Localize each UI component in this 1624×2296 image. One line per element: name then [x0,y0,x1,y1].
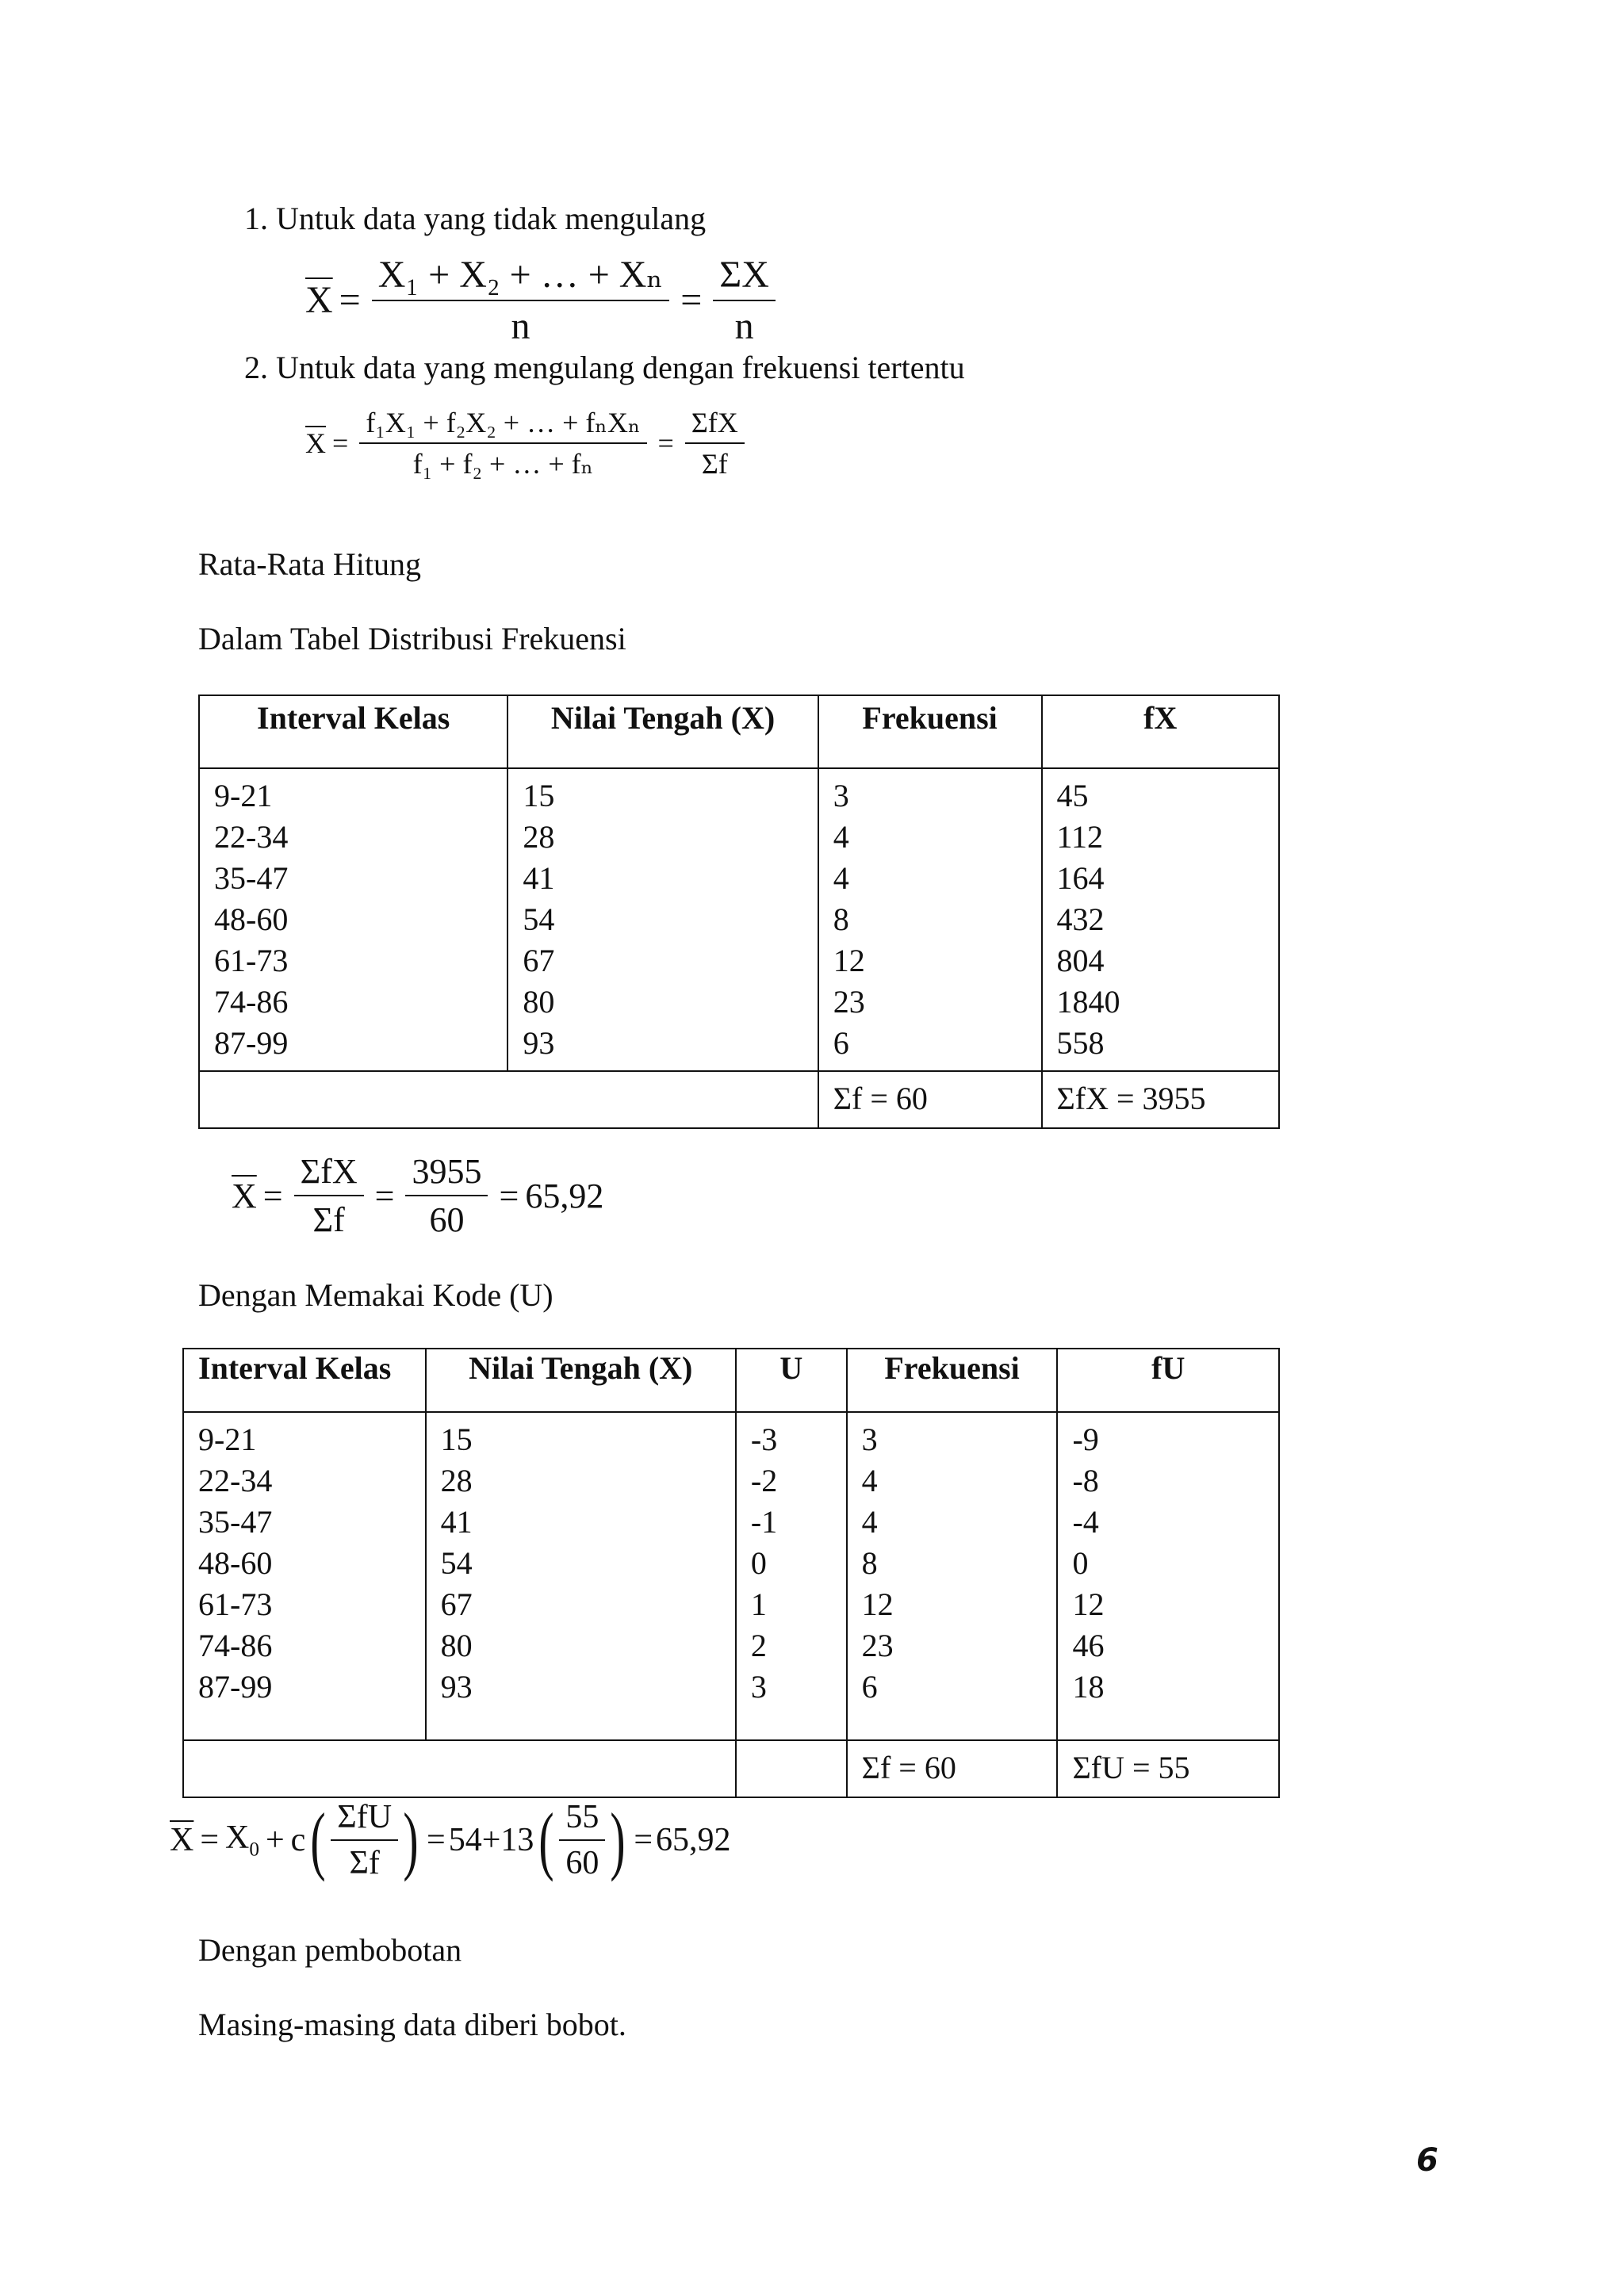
cell: 22-34 [198,1463,273,1498]
cell: 15 [440,1422,473,1457]
cell: 54 [440,1545,473,1581]
cell: 54 [523,901,555,937]
cell: 6 [861,1669,878,1705]
col-fu [1057,1412,1279,1740]
table-data [199,768,1279,1071]
section-dalam-tabel: Dalam Tabel Distribusi Frekuensi [198,621,626,656]
cell: 3 [861,1422,878,1457]
cell: 23 [861,1628,894,1663]
cell: 87-99 [214,1025,289,1061]
sum-fu: ΣfU = 55 [1057,1740,1279,1797]
formula-mean-weighted: $\overline{X}$ = $\frac{\text{f₁X₁ + f₂X₂ + … + fₙXₙ}}{\text{f₁ + f₂ + … + fₙ}}$ = $\frac{\text{ΣfX}}{\Sigma f}$ [305,406,749,480]
cell: 4 [833,819,849,855]
cell: 22-34 [214,819,289,855]
sum-f: Σf = 60 [818,1071,1042,1128]
formula-denominator-2: 60 [565,1845,599,1881]
formula-mean-coded: $\overline{X}$ = $X_0$ + c ( $\frac{\text{ΣfU}}{\Sigma f}$ ) = 54+13 ( $\frac{55}{60}$ ) = 65,92 [170,1797,731,1882]
formula-numerator: ΣfX [294,1151,364,1196]
formula-numerator: X₁ + X₂ + … + Xₙ [372,252,669,301]
header-fx: fX [1042,695,1280,768]
cell: 9-21 [214,778,273,813]
header-interval: Interval Kelas [199,695,508,768]
cell: 2 [750,1628,767,1663]
formula-denominator-2: 60 [429,1200,465,1239]
formula-denominator-2: Σf [701,448,728,480]
formula-denominator: Σf [312,1200,345,1239]
col-frekuensi [847,1412,1058,1740]
table-data [183,1412,1279,1740]
header-nilai-tengah: Nilai Tengah (X) [426,1349,736,1412]
cell: 41 [440,1504,473,1540]
section-rata-rata: Rata-Rata Hitung [198,546,422,582]
cell: 87-99 [198,1669,273,1705]
cell: 12 [833,943,865,978]
formula-x0: $X_0$ [225,1820,259,1861]
col-interval [183,1412,426,1740]
formula-denominator: n [511,305,530,347]
cell: 804 [1056,943,1105,978]
sum-empty [199,1071,818,1128]
table-header-row [183,1349,1279,1412]
formula-result: 65,92 [656,1822,731,1858]
formula-numerator-2: ΣfX [685,406,745,444]
col-nilai-tengah [426,1412,736,1740]
formula-denominator-2: n [734,304,754,347]
formula-c: c [290,1822,306,1858]
cell: 35-47 [214,860,289,896]
cell: 558 [1056,1025,1105,1061]
cell: 61-73 [198,1586,273,1622]
formula-mean-table: $\overline{X}$ = $\frac{\text{ΣfX}}{\Sigma f}$ = $\frac{3955}{60}$ = 65,92 [232,1152,604,1239]
formula-numerator-2: 3955 [405,1151,488,1196]
cell: 67 [440,1586,473,1622]
table-sum-row [183,1740,1279,1797]
cell: 3 [833,778,849,813]
section-kode: Dengan Memakai Kode (U) [198,1277,553,1313]
cell: 35-47 [198,1504,273,1540]
header-nilai-tengah: Nilai Tengah (X) [508,695,818,768]
cell: 41 [523,860,555,896]
formula-lhs: $\overline{X}$ [170,1822,194,1858]
list-item-1: 1. Untuk data yang tidak mengulang [244,201,707,236]
cell: -3 [750,1422,778,1457]
cell: 3 [750,1669,767,1705]
section-bobot: Masing-masing data diberi bobot. [198,2007,626,2042]
header-interval: Interval Kelas [183,1349,426,1412]
formula-denominator: f₁ + f₂ + … + fₙ [412,448,594,480]
cell: -8 [1072,1463,1099,1498]
cell: 67 [523,943,555,978]
formula-mid: 54+13 [448,1822,534,1858]
sum-fx: ΣfX = 3955 [1042,1071,1280,1128]
cell: 112 [1056,819,1104,855]
cell: 12 [861,1586,894,1622]
table-header-row [199,695,1279,768]
cell: 15 [523,778,555,813]
formula-mean-simple: $\overline{X}$ = $\frac{\text{X₁ + X₂ + … + Xₙ}}{n}$ = $\frac{\Sigma X}{n}$ [305,252,780,348]
cell: 80 [440,1628,473,1663]
cell: 28 [440,1463,473,1498]
col-fx [1042,768,1280,1071]
header-frekuensi: Frekuensi [847,1349,1058,1412]
sum-empty-u [736,1740,847,1797]
header-frekuensi: Frekuensi [818,695,1042,768]
formula-lhs: $\overline{X}$ [305,427,326,459]
cell: 48-60 [214,901,289,937]
cell: 80 [523,984,555,1020]
cell: 74-86 [198,1628,273,1663]
header-u: U [736,1349,847,1412]
cell: 61-73 [214,943,289,978]
page-number: 6 [1416,2142,1438,2179]
formula-result: 65,92 [525,1176,604,1215]
cell: 4 [861,1463,878,1498]
coded-frequency-table [182,1348,1280,1798]
section-pembobotan: Dengan pembobotan [198,1932,462,1968]
sum-f: Σf = 60 [847,1740,1058,1797]
cell: -9 [1072,1422,1099,1457]
formula-lhs: $\overline{X}$ [305,279,333,321]
cell: 4 [833,860,849,896]
header-fu: fU [1057,1349,1279,1412]
cell: 48-60 [198,1545,273,1581]
cell: 432 [1056,901,1105,937]
formula-numerator: ΣfU [331,1798,398,1841]
cell: 0 [1072,1545,1089,1581]
cell: 23 [833,984,865,1020]
cell: 45 [1056,778,1089,813]
list-item-2: 2. Untuk data yang mengulang dengan frekuensi tertentu [244,350,965,385]
cell: 18 [1072,1669,1105,1705]
cell: 8 [833,901,849,937]
cell: -4 [1072,1504,1099,1540]
cell: 12 [1072,1586,1105,1622]
cell: -1 [750,1504,778,1540]
cell: 28 [523,819,555,855]
cell: -2 [750,1463,778,1498]
formula-lhs: $\overline{X}$ [232,1176,257,1215]
cell: 1840 [1056,984,1120,1020]
col-frekuensi [818,768,1042,1071]
table-sum-row [199,1071,1279,1128]
cell: 0 [750,1545,767,1581]
cell: 93 [440,1669,473,1705]
cell: 8 [861,1545,878,1581]
col-u [736,1412,847,1740]
col-nilai-tengah [508,768,818,1071]
right-paren-icon: ) [403,1797,419,1882]
col-interval [199,768,508,1071]
left-paren-icon: ( [310,1797,326,1882]
formula-numerator-2: ΣX [713,253,776,301]
sum-empty [183,1740,736,1797]
cell: 164 [1056,860,1105,896]
cell: 74-86 [214,984,289,1020]
cell: 4 [861,1504,878,1540]
cell: 1 [750,1586,767,1622]
cell: 93 [523,1025,555,1061]
formula-numerator: f₁X₁ + f₂X₂ + … + fₙXₙ [359,406,646,444]
cell: 6 [833,1025,849,1061]
left-paren-icon: ( [538,1797,554,1882]
formula-numerator-2: 55 [559,1798,605,1841]
frequency-table [198,695,1280,1129]
cell: 9-21 [198,1422,257,1457]
cell: 46 [1072,1628,1105,1663]
formula-denominator: Σf [349,1845,380,1881]
right-paren-icon: ) [610,1797,626,1882]
